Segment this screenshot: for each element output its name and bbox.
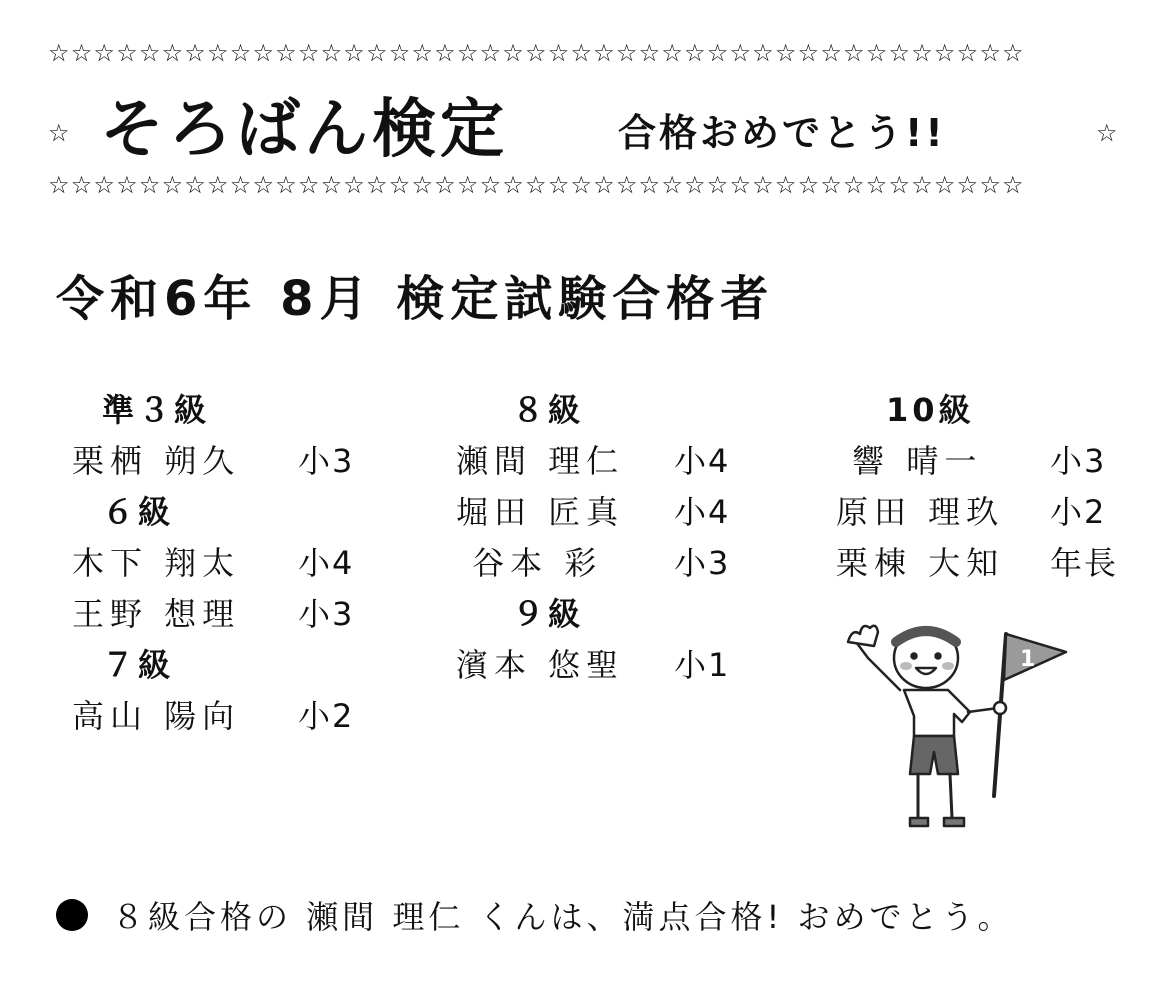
- star-border-top: ☆☆☆☆☆☆☆☆☆☆☆☆☆☆☆☆☆☆☆☆☆☆☆☆☆☆☆☆☆☆☆☆☆☆☆☆☆☆☆☆☆☆☆: [48, 40, 1025, 66]
- list-item: [72, 541, 392, 592]
- student-school-year: 小3: [298, 595, 355, 633]
- page-heading: 令和6年 8月 検定試験合格者: [56, 271, 775, 327]
- list-item: [836, 439, 1136, 490]
- star-icon-left: ☆: [48, 119, 70, 147]
- list-item: [72, 592, 392, 643]
- results-column-3: [836, 388, 1136, 592]
- grade-heading: ６級: [102, 493, 175, 531]
- grade-heading: ８級: [512, 391, 585, 429]
- grade-heading: 10級: [886, 391, 975, 429]
- list-item: [456, 541, 776, 592]
- results-column-1: [72, 388, 392, 745]
- student-name: 響 晴一: [836, 442, 983, 480]
- student-school-year: 小4: [674, 442, 731, 480]
- list-item: [72, 694, 392, 745]
- student-name: 木下 翔太: [72, 544, 241, 582]
- list-item: [72, 439, 392, 490]
- student-school-year: 小3: [674, 544, 731, 582]
- grade-heading: ９級: [512, 595, 585, 633]
- grade-heading: ７級: [102, 646, 175, 684]
- results-column-2: [456, 388, 776, 694]
- student-name: 谷本 彩: [456, 544, 603, 582]
- student-name: 栗棟 大知: [836, 544, 1005, 582]
- student-name: 原田 理玖: [836, 493, 1005, 531]
- child-with-flag-icon: [838, 612, 1078, 842]
- student-school-year: 小2: [298, 697, 355, 735]
- grade-heading: 準３級: [102, 391, 211, 429]
- student-school-year: 小4: [298, 544, 355, 582]
- student-name: 堀田 匠真: [456, 493, 625, 531]
- student-name: 栗栖 朔久: [72, 442, 241, 480]
- student-name: 高山 陽向: [72, 697, 241, 735]
- bullet-icon: [56, 899, 88, 931]
- footer-note: [56, 892, 1014, 938]
- student-school-year: 小3: [1050, 442, 1107, 480]
- star-icon-right: ☆: [1096, 119, 1118, 147]
- footer-text: ８級合格の 瀬間 理仁 くんは、満点合格! おめでとう。: [112, 898, 1014, 936]
- student-school-year: 小2: [1050, 493, 1107, 531]
- list-item: [836, 541, 1136, 592]
- banner-subtitle: 合格おめでとう!!: [618, 111, 946, 155]
- list-item: [836, 490, 1136, 541]
- list-item: [456, 490, 776, 541]
- student-school-year: 小3: [298, 442, 355, 480]
- student-school-year: 小4: [674, 493, 731, 531]
- student-school-year: 小1: [674, 646, 731, 684]
- list-item: [456, 439, 776, 490]
- student-name: 王野 想理: [72, 595, 241, 633]
- student-name: 濱本 悠聖: [456, 646, 625, 684]
- student-name: 瀬間 理仁: [456, 442, 625, 480]
- student-school-year: 年長: [1050, 544, 1119, 582]
- flag-label: 1: [1020, 647, 1036, 672]
- list-item: [456, 643, 776, 694]
- star-border-bottom: ☆☆☆☆☆☆☆☆☆☆☆☆☆☆☆☆☆☆☆☆☆☆☆☆☆☆☆☆☆☆☆☆☆☆☆☆☆☆☆☆☆☆☆: [48, 172, 1025, 198]
- banner-title: そろばん検定: [100, 93, 508, 167]
